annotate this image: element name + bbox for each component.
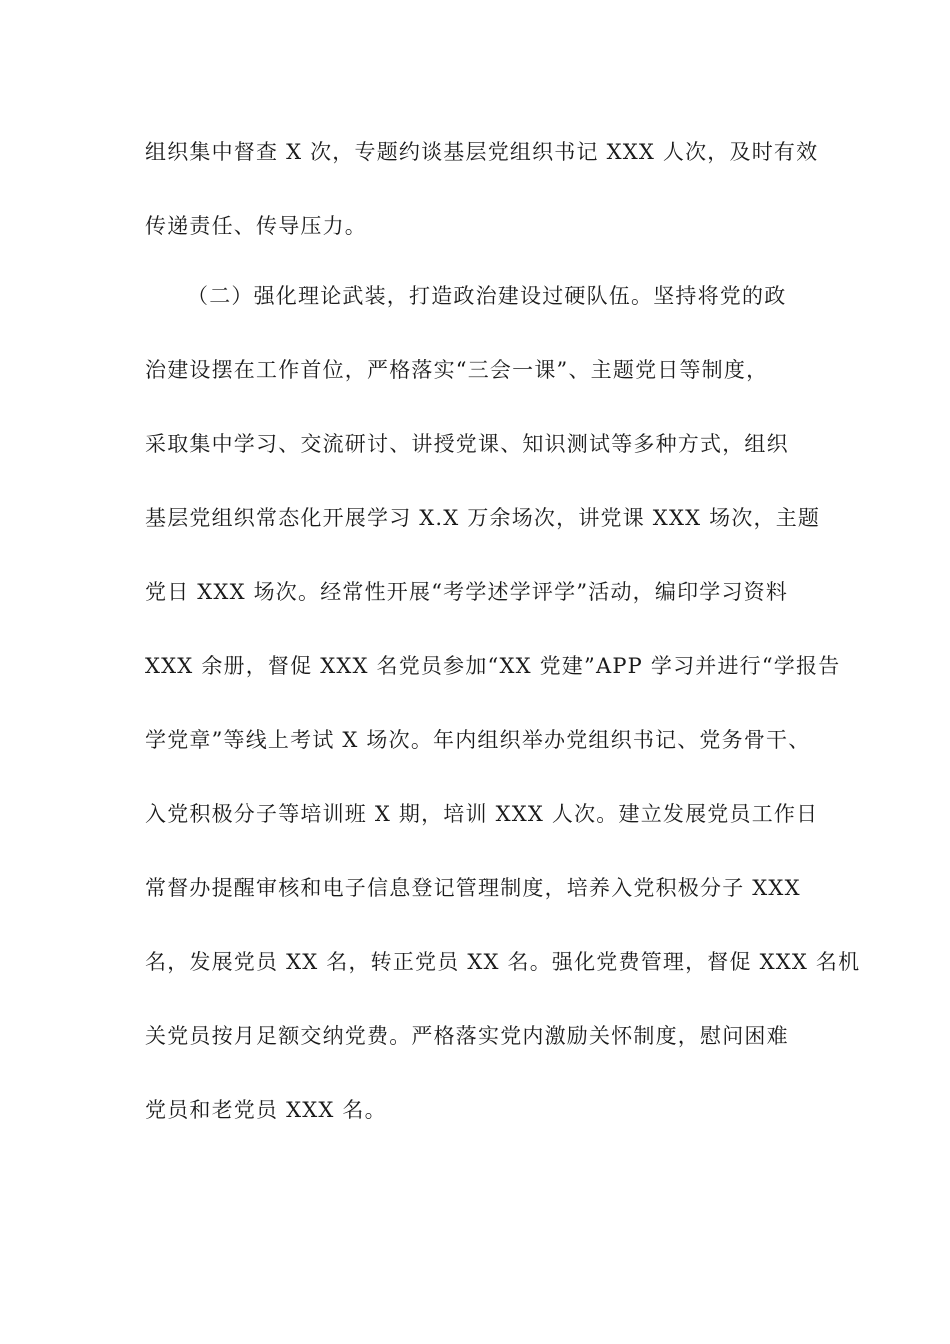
paragraph-line: 党员和老党员 XXX 名。 xyxy=(145,1098,387,1122)
paragraph-line: 常督办提醒审核和电子信息登记管理制度，培养入党积极分子 XXX xyxy=(145,876,801,900)
paragraph-line: 基层党组织常态化开展学习 X.X 万余场次，讲党课 XXX 场次，主题 xyxy=(145,506,821,530)
paragraph-line: 关党员按月足额交纳党费。严格落实党内激励关怀制度，慰问困难 xyxy=(145,1024,789,1048)
paragraph-line: 党日 XXX 场次。经常性开展“考学述学评学”活动，编印学习资料 xyxy=(145,580,789,604)
paragraph-line: 采取集中学习、交流研讨、讲授党课、知识测试等多种方式，组织 xyxy=(145,432,789,456)
paragraph-line: 传递责任、传导压力。 xyxy=(145,214,367,238)
paragraph-line: 名，发展党员 XX 名，转正党员 XX 名。强化党费管理，督促 XXX 名机 xyxy=(145,950,861,974)
paragraph-line: 学党章”等线上考试 X 场次。年内组织举办党组织书记、党务骨干、 xyxy=(145,728,811,752)
section-heading-line: （二）强化理论武装，打造政治建设过硬队伍。坚持将党的政 xyxy=(187,284,787,308)
paragraph-line: XXX 余册，督促 XXX 名党员参加“XX 党建”APP 学习并进行“学报告 xyxy=(145,654,841,678)
paragraph-line: 组织集中督查 X 次，专题约谈基层党组织书记 XXX 人次，及时有效 xyxy=(145,140,819,164)
paragraph-line: 入党积极分子等培训班 X 期，培训 XXX 人次。建立发展党员工作日 xyxy=(145,802,819,826)
paragraph-line: 治建设摆在工作首位，严格落实“三会一课”、主题党日等制度， xyxy=(145,358,769,382)
